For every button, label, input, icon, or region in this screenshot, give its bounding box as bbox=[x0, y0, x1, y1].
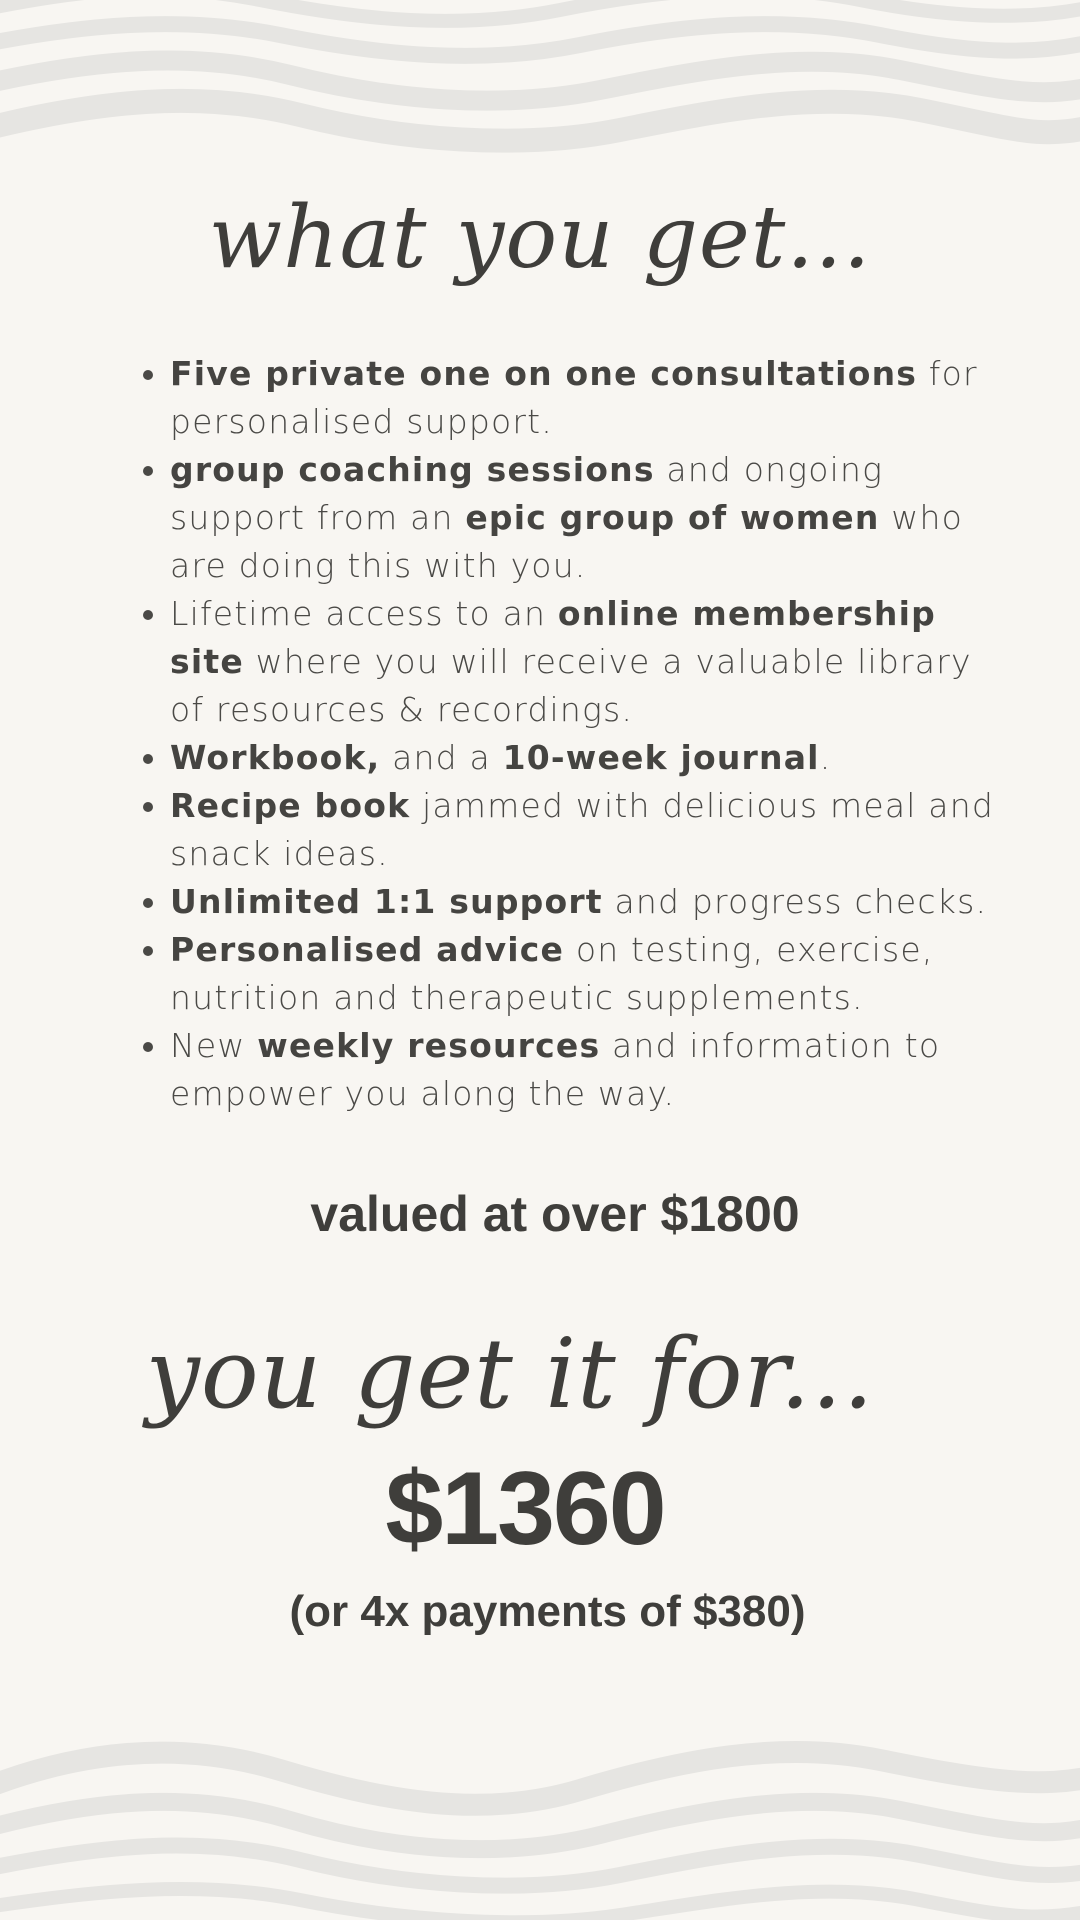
benefit-highlight-text: epic group of women bbox=[465, 498, 880, 537]
benefit-text: who are doing this with you. bbox=[170, 498, 963, 585]
top-wave-decoration bbox=[0, 0, 1080, 170]
benefit-highlight-text: group coaching sessions bbox=[170, 450, 655, 489]
benefit-text: where you will receive a valuable library of resources & recordings. bbox=[170, 642, 972, 729]
benefit-highlight-text: 10-week journal bbox=[502, 738, 820, 777]
benefit-item bbox=[170, 446, 1000, 590]
benefit-text: and progress checks. bbox=[602, 882, 988, 921]
heading-you-get-it-for: you get it for... bbox=[145, 1318, 875, 1430]
benefit-item bbox=[170, 350, 1000, 446]
benefit-item bbox=[170, 782, 1000, 878]
benefit-item bbox=[170, 926, 1000, 1022]
benefit-highlight-text: Unlimited 1:1 support bbox=[170, 882, 603, 921]
benefit-item bbox=[170, 878, 1000, 926]
heading-what-you-get: what you get... bbox=[208, 188, 872, 288]
benefit-item bbox=[170, 590, 1000, 734]
benefit-text: New bbox=[170, 1026, 258, 1065]
benefit-text: and a bbox=[380, 738, 503, 777]
benefit-text: jammed with delicious meal and snack ideas. bbox=[170, 786, 994, 873]
benefit-text: and information to empower you along the way. bbox=[170, 1026, 941, 1113]
benefit-text: . bbox=[819, 738, 832, 777]
benefit-text: on testing, exercise, nutrition and therapeutic supplements. bbox=[170, 930, 934, 1017]
price: $1360 bbox=[385, 1451, 665, 1567]
benefits-list bbox=[140, 350, 1000, 1118]
benefit-text: for personalised support. bbox=[170, 354, 978, 441]
benefit-highlight-text: Five private one on one consultations bbox=[170, 354, 918, 393]
benefit-highlight-text: Personalised advice bbox=[170, 930, 565, 969]
benefit-text: and ongoing support from an bbox=[170, 450, 884, 537]
installment-note: (or 4x payments of $380) bbox=[289, 1587, 806, 1636]
benefit-highlight-text: online membership site bbox=[170, 594, 936, 681]
benefit-highlight-text: Workbook, bbox=[170, 738, 381, 777]
benefit-item bbox=[170, 1022, 1000, 1118]
benefit-item bbox=[170, 734, 1000, 782]
bottom-wave-decoration bbox=[0, 1730, 1080, 1920]
valued-at-text: valued at over $1800 bbox=[310, 1186, 800, 1242]
benefit-text: Lifetime access to an bbox=[170, 594, 558, 633]
benefit-highlight-text: Recipe book bbox=[170, 786, 411, 825]
benefit-highlight-text: weekly resources bbox=[257, 1026, 601, 1065]
